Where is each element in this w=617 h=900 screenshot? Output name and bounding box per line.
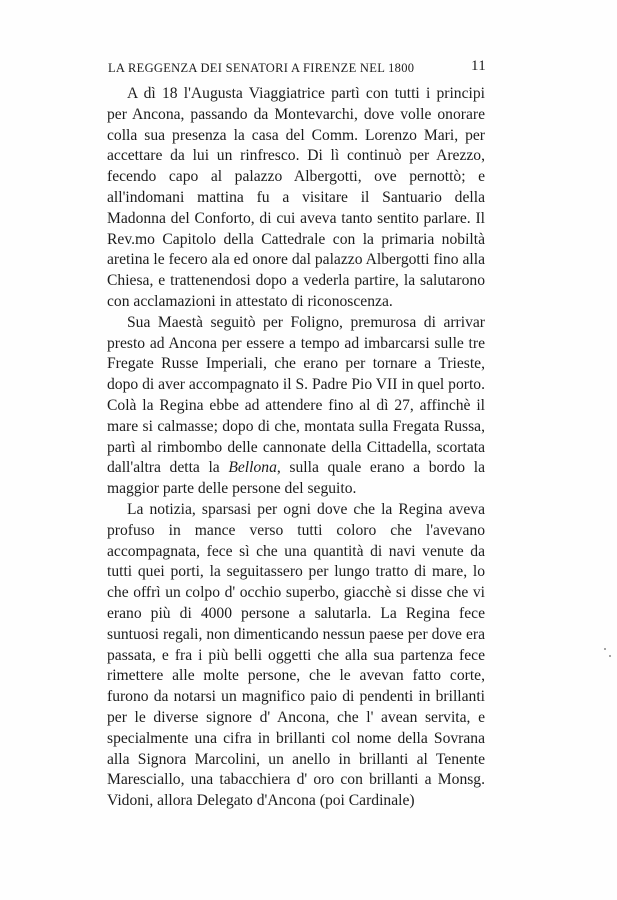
page-number: 11 [470,58,486,74]
paragraph-3: La notizia, sparsasi per ogni dove che la Regina aveva profuso in mance verso tutti coloro che l'avevano accompagnata, fece sì che una quantità di navi venute da tutti quei porti, la seguitassero per lungo tratto di mare, lo che offrì un colpo d' occhio superbo, giacchè si disse che vi erano più di 4000 persone a salutarla. La Regina fece suntuosi regali, non dimenticando nessun paese per dove era passata, e fra i più belli oggetti che alla sua partenza fece rimettere alle molte persone, che le avevan fatto corte, furono da notarsi un magnifico paio di pendenti in brillanti per le diverse signore d' Ancona, che l' avean servita, e specialmente una cifra in brillanti col nome della Sovrana alla Signora Marcolini, un anello in brillanti al Tenente Maresciallo, una tabacchiera d' oro con brillanti a Monsg. Vidoni, allora Delegato d'Ancona (poi Cardinale) [107,500,485,810]
paragraph-1: A dì 18 l'Augusta Viaggiatrice partì con tutti i principi per Ancona, passando da Montevarchi, dove volle onorare colla sua presenza la casa del Comm. Lorenzo Mari, per accettare da lui un rinfresco. Di lì continuò per Arezzo, fecendo capo al palazzo Albergotti, ove pernottò; e all'indomani mattina fu a visitare il Santuario della Madonna del Conforto, di cui aveva tanto sentito parlare. Il Rev.mo Capitolo della Cattedrale con la primaria nobiltà aretina le fecero ala ed onore dal palazzo Albergotti fino alla Chiesa, e trattenendosi dopo a vederla partire, la salutarono con acclamazioni in attestato di riconoscenza. [107,85,485,310]
running-title: LA REGGENZA DEI SENATORI A FIRENZE NEL 1800 [108,61,415,75]
body-text [107,84,485,812]
scan-speck [604,648,606,650]
scan-speck [609,655,611,657]
paragraph-2-part-1: Sua Maestà seguitò per Foligno, premurosa di arrivar presto ad Ancona per essere a tempo ad imbarcarsi sulle tre Fregate Russe Imperiali, che erano per tornare a Trieste, dopo di aver accompagnato il S. Padre Pio VII in quel porto. Colà la Regina ebbe ad attendere fino al dì 27, affinchè il mare si calmasse; dopo di che, montata sulla Fregata Russa, partì al rimbombo delle cannonate della Cittadella, scortata dall'altra detta la [107,313,485,477]
ship-name-italic: Bellona [228,459,277,477]
page-header [108,58,486,80]
paragraph-2 [107,313,485,500]
paragraph-2-part-2: , sulla quale erano a bordo la maggior parte delle persone del seguito. [107,459,485,498]
